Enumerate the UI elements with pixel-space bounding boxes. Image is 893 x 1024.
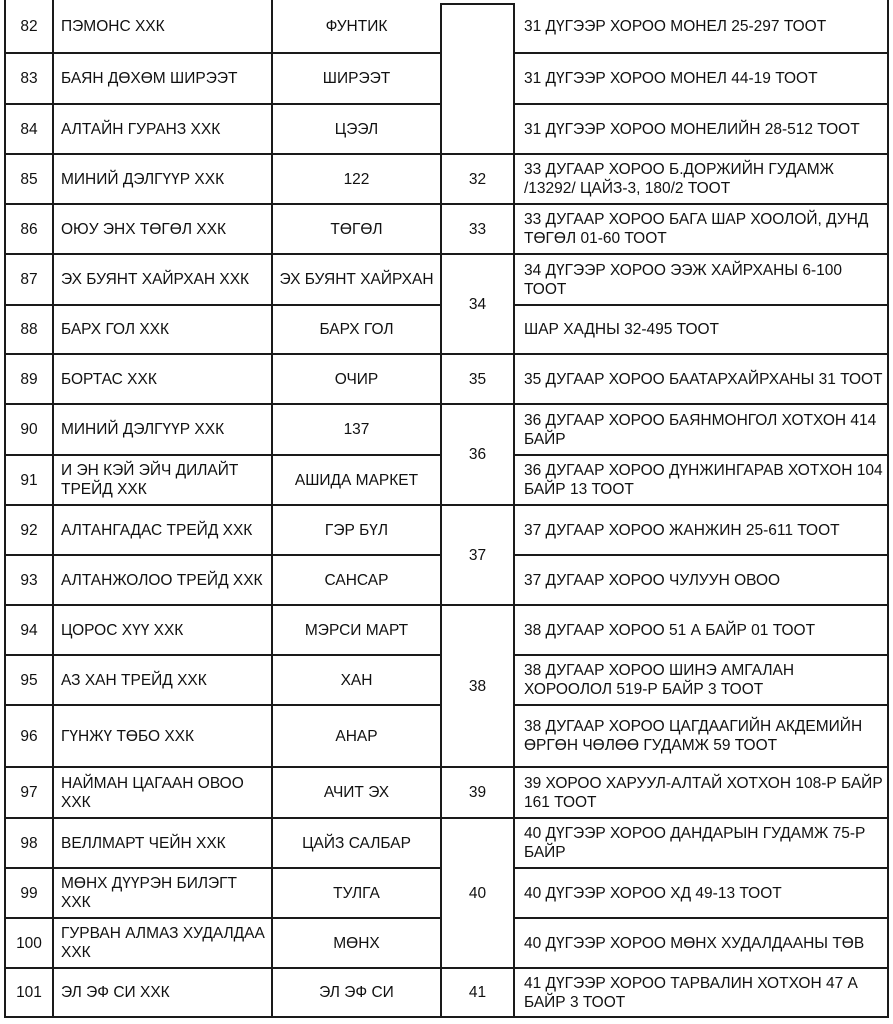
shop-name-text: ТӨГӨЛ [330, 220, 383, 238]
company-name [53, 154, 272, 204]
shop-name-text: ГЭР БҮЛ [324, 521, 389, 539]
row-number [5, 918, 53, 968]
address-text: 36 ДУГААР ХОРОО БАЯНМОНГОЛ ХОТХОН 414 БАЙР [524, 411, 877, 448]
row-number [5, 404, 53, 455]
shop-name [272, 254, 441, 305]
khoroo-number [441, 154, 514, 204]
address-text: 38 ДУГААР ХОРОО ШИНЭ АМГАЛАН ХОРООЛОЛ 519-Р БАЙР 3 ТООТ [524, 662, 795, 698]
khoroo-number-text: 35 [468, 370, 487, 388]
row-number [5, 605, 53, 655]
company-name [53, 104, 272, 154]
row-number [5, 154, 53, 204]
row-number [5, 305, 53, 354]
company-name [53, 53, 272, 104]
row-number [5, 53, 53, 104]
company-name-text: БАЯН ДӨХӨМ ШИРЭЭТ [61, 70, 238, 87]
company-name [53, 354, 272, 404]
grid-hline [513, 1016, 889, 1018]
shop-name-text: САНСАР [324, 571, 389, 589]
shop-name [272, 705, 441, 767]
address [514, 104, 888, 154]
address-text: 40 ДҮГЭЭР ХОРОО ХД 49-13 ТООТ [524, 884, 782, 902]
address [514, 555, 888, 605]
row-number-text: 85 [20, 170, 38, 188]
grid-hline [440, 817, 515, 819]
grid-hline [440, 604, 515, 606]
shop-name-text: ЦЭЭЛ [334, 120, 379, 138]
grid-hline [4, 353, 442, 355]
address [514, 254, 888, 305]
address [514, 605, 888, 655]
grid-hline [440, 3, 515, 5]
khoroo-number [441, 505, 514, 605]
address [514, 154, 888, 204]
shop-name-text: АНАР [335, 727, 378, 745]
grid-hline [513, 103, 889, 105]
grid-hline [440, 353, 515, 355]
row-number [5, 705, 53, 767]
grid-hline [513, 554, 889, 556]
row-number-text: 94 [20, 621, 38, 639]
row-number-text: 88 [20, 321, 38, 338]
grid-hline [513, 403, 889, 405]
address [514, 655, 888, 705]
grid-hline [4, 203, 442, 205]
grid-hline [513, 967, 889, 969]
khoroo-number-text: 32 [468, 170, 487, 188]
shop-name [272, 505, 441, 555]
khoroo-number-text: 36 [468, 446, 487, 463]
khoroo-number [441, 4, 514, 154]
khoroo-number-text: 39 [468, 784, 487, 801]
grid-hline [513, 766, 889, 768]
khoroo-number [441, 254, 514, 354]
address-text: 31 ДҮГЭЭР ХОРОО МОНЕЛИЙН 28-512 ТООТ [524, 120, 860, 138]
row-number-text: 99 [20, 884, 38, 902]
company-name-text: АЛТАНГАДАС ТРЕЙД ХХК [61, 521, 253, 539]
khoroo-number-text: 40 [468, 884, 487, 902]
row-number [5, 868, 53, 918]
row-number-text: 92 [20, 521, 38, 539]
shop-name [272, 655, 441, 705]
grid-hline [440, 253, 515, 255]
address-text: 35 ДУГААР ХОРОО БААТАРХАЙРХАНЫ 31 ТООТ [524, 370, 883, 388]
company-name-text: АЛТАНЖОЛОО ТРЕЙД ХХК [61, 571, 263, 589]
grid-hline [4, 504, 442, 506]
company-name [53, 868, 272, 918]
grid-hline [4, 454, 442, 456]
company-name [53, 605, 272, 655]
grid-hline [513, 504, 889, 506]
shop-name-text: ХАН [340, 671, 373, 689]
khoroo-number [441, 404, 514, 505]
address-text: 40 ДҮГЭЭР ХОРОО МӨНХ ХУДАЛДААНЫ ТӨВ [524, 934, 865, 952]
shop-name-text: МӨНХ [333, 934, 380, 952]
company-name-text: ЭЛ ЭФ СИ ХХК [61, 984, 170, 1001]
company-name [53, 204, 272, 254]
company-name-text: ОЮУ ЭНХ ТӨГӨЛ ХХК [61, 220, 227, 238]
shop-name-text: БАРХ ГОЛ [319, 321, 394, 338]
shop-name [272, 818, 441, 868]
grid-hline [513, 52, 889, 54]
shop-name-text: ОЧИР [334, 370, 379, 388]
row-number [5, 254, 53, 305]
address [514, 455, 888, 505]
grid-hline [440, 403, 515, 405]
shop-name [272, 104, 441, 154]
grid-hline [513, 153, 889, 155]
grid-vline [440, 4, 442, 1018]
shop-name [272, 354, 441, 404]
shop-name-text: ЭЛ ЭФ СИ [319, 984, 394, 1001]
shop-name-text: МЭРСИ МАРТ [304, 621, 409, 639]
grid-hline [4, 304, 442, 306]
grid-hline [513, 253, 889, 255]
company-name-text: ПЭМОНС ХХК [61, 18, 165, 35]
grid-vline [513, 4, 515, 1018]
row-number [5, 354, 53, 404]
address-text: ШАР ХАДНЫ 32-495 ТООТ [524, 321, 720, 338]
company-name [53, 404, 272, 455]
address [514, 968, 888, 1017]
grid-hline [513, 917, 889, 919]
shop-name [272, 918, 441, 968]
company-name [53, 305, 272, 354]
grid-hline [513, 203, 889, 205]
company-name [53, 455, 272, 505]
row-number-text: 83 [20, 70, 38, 87]
row-number-text: 95 [20, 671, 38, 689]
company-name-text: НАЙМАН ЦАГААН ОВОО ХХК [61, 774, 244, 811]
row-number [5, 655, 53, 705]
address [514, 767, 888, 818]
address [514, 354, 888, 404]
row-number-text: 87 [20, 271, 38, 288]
address-text: 33 ДУГААР ХОРОО БАГА ШАР ХООЛОЙ, ДУНД ТӨГӨЛ 01-60 ТООТ [524, 211, 869, 247]
shop-name [272, 305, 441, 354]
shop-name [272, 968, 441, 1017]
company-name-text: БОРТАС ХХК [61, 370, 157, 388]
grid-hline [4, 604, 442, 606]
grid-hline [440, 203, 515, 205]
company-name-text: И ЭН КЭЙ ЭЙЧ ДИЛАЙТ ТРЕЙД ХХК [61, 462, 239, 498]
address [514, 305, 888, 354]
company-name [53, 968, 272, 1017]
row-number-text: 90 [20, 421, 38, 438]
row-number [5, 0, 53, 53]
company-name-text: ВЕЛЛМАРТ ЧЕЙН ХХК [61, 834, 226, 852]
grid-hline [440, 766, 515, 768]
shop-name-text: ЦАЙЗ САЛБАР [302, 834, 411, 852]
khoroo-number [441, 605, 514, 767]
grid-hline [513, 604, 889, 606]
company-name [53, 0, 272, 53]
shop-name-text: АЧИТ ЭХ [323, 784, 390, 801]
row-number-text: 89 [20, 370, 38, 388]
shop-name [272, 455, 441, 505]
grid-hline [4, 153, 442, 155]
khoroo-number [441, 354, 514, 404]
company-name-text: МИНИЙ ДЭЛГҮҮР ХХК [61, 421, 225, 438]
address [514, 918, 888, 968]
address-text: 41 ДҮГЭЭР ХОРОО ТАРВАЛИН ХОТХОН 47 А БАЙР 3 ТООТ [524, 974, 858, 1011]
company-name-text: АЗ ХАН ТРЕЙД ХХК [61, 671, 207, 689]
khoroo-number [441, 968, 514, 1017]
shop-name [272, 404, 441, 455]
company-name-text: ГҮНЖҮ ТӨБО ХХК [61, 727, 195, 745]
row-number [5, 505, 53, 555]
address-text: 31 ДҮГЭЭР ХОРОО МОНЕЛ 25-297 ТООТ [524, 18, 827, 35]
row-number-text: 84 [20, 120, 38, 138]
row-number [5, 104, 53, 154]
grid-hline [440, 1016, 515, 1018]
address [514, 868, 888, 918]
grid-hline [513, 867, 889, 869]
grid-hline [440, 504, 515, 506]
company-name [53, 767, 272, 818]
row-number-text: 100 [16, 934, 42, 952]
row-number-text: 93 [20, 571, 38, 589]
address-text: 39 ХОРОО ХАРУУЛ-АЛТАЙ ХОТХОН 108-Р БАЙР 161 ТООТ [524, 774, 883, 811]
address-text: 33 ДУГААР ХОРОО Б.ДОРЖИЙН ГУДАМЖ /13292/ ЦАЙЗ-3, 180/2 ТООТ [524, 161, 834, 197]
address [514, 204, 888, 254]
row-number [5, 555, 53, 605]
grid-hline [4, 867, 442, 869]
row-number [5, 767, 53, 818]
company-name [53, 818, 272, 868]
company-name-text: АЛТАЙН ГУРАНЗ ХХК [61, 120, 221, 138]
address-text: 37 ДУГААР ХОРОО ЧУЛУУН ОВОО [524, 571, 781, 589]
grid-hline [513, 654, 889, 656]
shop-name [272, 767, 441, 818]
row-number-text: 101 [16, 984, 42, 1001]
address [514, 0, 888, 53]
grid-hline [4, 654, 442, 656]
row-number-text: 86 [20, 220, 38, 238]
shop-name [272, 555, 441, 605]
row-number-text: 82 [20, 18, 38, 35]
address [514, 404, 888, 455]
company-name [53, 555, 272, 605]
grid-hline [440, 967, 515, 969]
khoroo-number-text: 38 [468, 677, 487, 695]
shop-name [272, 204, 441, 254]
company-name-text: ГУРВАН АЛМАЗ ХУДАЛДАА ХХК [61, 925, 265, 961]
shop-name [272, 605, 441, 655]
company-name-text: ЦОРОС ХҮҮ ХХК [61, 621, 184, 639]
address [514, 505, 888, 555]
grid-hline [4, 817, 442, 819]
address-text: 37 ДУГААР ХОРОО ЖАНЖИН 25-611 ТООТ [524, 521, 840, 539]
khoroo-number-text: 41 [468, 984, 487, 1001]
shop-name-text: 137 [343, 421, 370, 438]
shop-name-text: ЭХ БУЯНТ ХАЙРХАН [279, 271, 434, 288]
grid-hline [513, 454, 889, 456]
row-number [5, 818, 53, 868]
address [514, 818, 888, 868]
company-name-text: МӨНХ ДҮҮРЭН БИЛЭГТ ХХК [61, 875, 238, 911]
grid-hline [440, 153, 515, 155]
row-number [5, 968, 53, 1017]
address [514, 53, 888, 104]
shop-name [272, 53, 441, 104]
address [514, 705, 888, 767]
grid-hline [513, 704, 889, 706]
grid-hline [4, 704, 442, 706]
grid-hline [4, 52, 442, 54]
row-number [5, 455, 53, 505]
company-name [53, 705, 272, 767]
grid-hline [4, 766, 442, 768]
shop-name [272, 0, 441, 53]
grid-hline [513, 817, 889, 819]
row-number-text: 96 [20, 727, 38, 745]
grid-hline [4, 917, 442, 919]
row-number-text: 98 [20, 834, 38, 852]
address-text: 38 ДУГААР ХОРОО 51 А БАЙР 01 ТООТ [524, 621, 816, 639]
grid-hline [4, 103, 442, 105]
address-text: 38 ДУГААР ХОРОО ЦАГДААГИЙН АКДЕМИЙН ӨРГӨН ЧӨЛӨӨ ГУДАМЖ 59 ТООТ [524, 718, 863, 754]
shop-name-text: ШИРЭЭТ [322, 70, 391, 87]
khoroo-number-text: 37 [468, 546, 487, 564]
company-name [53, 918, 272, 968]
row-number [5, 204, 53, 254]
row-number-text: 91 [20, 471, 38, 489]
shop-name [272, 868, 441, 918]
shop-name [272, 154, 441, 204]
grid-hline [513, 353, 889, 355]
grid-hline [4, 967, 442, 969]
address-text: 36 ДУГААР ХОРОО ДҮНЖИНГАРАВ ХОТХОН 104 БАЙР 13 ТООТ [524, 462, 883, 498]
row-number-text: 97 [20, 784, 38, 801]
grid-hline [4, 403, 442, 405]
shop-name-text: АШИДА МАРКЕТ [294, 471, 419, 489]
company-name [53, 505, 272, 555]
shop-name-text: 122 [343, 170, 370, 188]
address-text: 40 ДҮГЭЭР ХОРОО ДАНДАРЫН ГУДАМЖ 75-Р БАЙР [524, 825, 866, 861]
address-text: 31 ДҮГЭЭР ХОРОО МОНЕЛ 44-19 ТООТ [524, 70, 818, 87]
khoroo-number-text: 34 [468, 295, 487, 313]
khoroo-number [441, 767, 514, 818]
address-text: 34 ДҮГЭЭР ХОРОО ЭЭЖ ХАЙРХАНЫ 6-100 ТООТ [524, 261, 842, 298]
shop-name-text: ФУНТИК [325, 18, 388, 35]
grid-hline [4, 554, 442, 556]
khoroo-number-text: 33 [468, 220, 487, 238]
grid-hline [4, 253, 442, 255]
grid-hline [513, 304, 889, 306]
company-name [53, 254, 272, 305]
company-name-text: МИНИЙ ДЭЛГҮҮР ХХК [61, 170, 225, 188]
grid-hline [4, 1016, 442, 1018]
company-name-text: БАРХ ГОЛ ХХК [61, 321, 170, 338]
company-name [53, 655, 272, 705]
khoroo-number [441, 818, 514, 968]
khoroo-number [441, 204, 514, 254]
company-name-text: ЭХ БУЯНТ ХАЙРХАН ХХК [61, 271, 250, 288]
shop-name-text: ТУЛГА [333, 884, 380, 902]
